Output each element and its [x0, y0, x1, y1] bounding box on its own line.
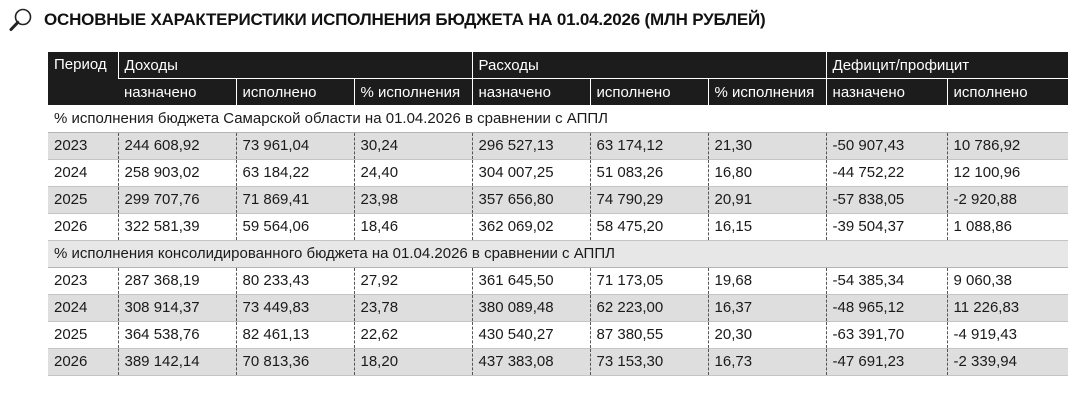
cell-income-planned: 389 142,14	[118, 348, 236, 375]
cell-income-executed: 82 461,13	[236, 321, 354, 348]
cell-balance-executed: 1 088,86	[947, 213, 1068, 240]
table-row	[48, 294, 1068, 321]
header-expenses-executed: исполнено	[590, 79, 708, 106]
cell-income-percent: 30,24	[354, 132, 472, 159]
cell-period: 2024	[48, 159, 118, 186]
cell-expenses-percent: 21,30	[708, 132, 826, 159]
cell-period: 2023	[48, 132, 118, 159]
cell-expenses-planned: 437 383,08	[472, 348, 590, 375]
cell-expenses-percent: 16,80	[708, 159, 826, 186]
cell-balance-executed: -2 920,88	[947, 186, 1068, 213]
cell-balance-executed: 9 060,38	[947, 267, 1068, 294]
header-expenses: Расходы	[472, 52, 826, 79]
table-row	[48, 132, 1068, 159]
cell-expenses-percent: 16,73	[708, 348, 826, 375]
cell-income-percent: 27,92	[354, 267, 472, 294]
header-income-executed: исполнено	[236, 79, 354, 106]
cell-expenses-executed: 62 223,00	[590, 294, 708, 321]
page-header	[8, 8, 765, 32]
cell-period: 2023	[48, 267, 118, 294]
cell-balance-executed: -4 919,43	[947, 321, 1068, 348]
table-row	[48, 213, 1068, 240]
cell-balance-planned: -39 504,37	[826, 213, 947, 240]
cell-period: 2025	[48, 186, 118, 213]
table-row	[48, 348, 1068, 375]
cell-income-planned: 322 581,39	[118, 213, 236, 240]
cell-income-planned: 287 368,19	[118, 267, 236, 294]
section-header	[48, 240, 1068, 267]
cell-income-planned: 308 914,37	[118, 294, 236, 321]
cell-period: 2025	[48, 321, 118, 348]
cell-expenses-percent: 19,68	[708, 267, 826, 294]
cell-balance-executed: 10 786,92	[947, 132, 1068, 159]
cell-expenses-executed: 51 083,26	[590, 159, 708, 186]
cell-expenses-executed: 74 790,29	[590, 186, 708, 213]
cell-income-percent: 23,98	[354, 186, 472, 213]
table-row	[48, 321, 1068, 348]
table-row	[48, 186, 1068, 213]
cell-balance-executed: 12 100,96	[947, 159, 1068, 186]
cell-expenses-executed: 71 173,05	[590, 267, 708, 294]
table-row	[48, 159, 1068, 186]
cell-expenses-executed: 58 475,20	[590, 213, 708, 240]
cell-expenses-executed: 87 380,55	[590, 321, 708, 348]
header-period: Период	[48, 52, 118, 105]
cell-period: 2026	[48, 348, 118, 375]
cell-expenses-planned: 430 540,27	[472, 321, 590, 348]
cell-income-percent: 24,40	[354, 159, 472, 186]
header-balance-executed: исполнено	[947, 79, 1068, 106]
header-income-percent: % исполнения	[354, 79, 472, 106]
cell-income-executed: 71 869,41	[236, 186, 354, 213]
cell-income-percent: 18,46	[354, 213, 472, 240]
cell-income-executed: 73 961,04	[236, 132, 354, 159]
header-expenses-planned: назначено	[472, 79, 590, 106]
cell-expenses-planned: 304 007,25	[472, 159, 590, 186]
section-header	[48, 105, 1068, 132]
page-title: ОСНОВНЫЕ ХАРАКТЕРИСТИКИ ИСПОЛНЕНИЯ БЮДЖЕТА НА 01.04.2026 (МЛН РУБЛЕЙ)	[44, 10, 766, 29]
cell-balance-planned: -50 907,43	[826, 132, 947, 159]
budget-table	[48, 52, 1068, 376]
cell-income-planned: 364 538,76	[118, 321, 236, 348]
cell-balance-planned: -57 838,05	[826, 186, 947, 213]
cell-period: 2024	[48, 294, 118, 321]
header-expenses-percent: % исполнения	[708, 79, 826, 106]
table-row	[48, 267, 1068, 294]
cell-income-executed: 70 813,36	[236, 348, 354, 375]
cell-balance-planned: -44 752,22	[826, 159, 947, 186]
magnifier-icon	[8, 7, 34, 33]
cell-balance-executed: 11 226,83	[947, 294, 1068, 321]
cell-period: 2026	[48, 213, 118, 240]
cell-income-executed: 59 564,06	[236, 213, 354, 240]
cell-balance-planned: -63 391,70	[826, 321, 947, 348]
cell-income-executed: 63 184,22	[236, 159, 354, 186]
cell-income-percent: 23,78	[354, 294, 472, 321]
cell-income-planned: 299 707,76	[118, 186, 236, 213]
cell-income-executed: 73 449,83	[236, 294, 354, 321]
cell-expenses-percent: 20,30	[708, 321, 826, 348]
cell-expenses-planned: 296 527,13	[472, 132, 590, 159]
cell-expenses-percent: 16,37	[708, 294, 826, 321]
cell-expenses-planned: 357 656,80	[472, 186, 590, 213]
cell-expenses-executed: 73 153,30	[590, 348, 708, 375]
header-income-planned: назначено	[118, 79, 236, 106]
cell-income-planned: 258 903,02	[118, 159, 236, 186]
header-balance-planned: назначено	[826, 79, 947, 106]
section-title: % исполнения консолидированного бюджета на 01.04.2026 в сравнении с АППЛ	[48, 240, 1068, 267]
header-income: Доходы	[118, 52, 472, 79]
cell-balance-planned: -54 385,34	[826, 267, 947, 294]
header-balance: Дефицит/профицит	[826, 52, 1068, 79]
cell-balance-planned: -48 965,12	[826, 294, 947, 321]
cell-income-percent: 18,20	[354, 348, 472, 375]
cell-balance-planned: -47 691,23	[826, 348, 947, 375]
cell-expenses-executed: 63 174,12	[590, 132, 708, 159]
cell-expenses-percent: 20,91	[708, 186, 826, 213]
cell-income-planned: 244 608,92	[118, 132, 236, 159]
cell-expenses-planned: 361 645,50	[472, 267, 590, 294]
cell-balance-executed: -2 339,94	[947, 348, 1068, 375]
table-body	[48, 105, 1068, 375]
section-title: % исполнения бюджета Самарской области на 01.04.2026 в сравнении с АППЛ	[48, 105, 1068, 132]
cell-expenses-planned: 380 089,48	[472, 294, 590, 321]
cell-expenses-percent: 16,15	[708, 213, 826, 240]
cell-expenses-planned: 362 069,02	[472, 213, 590, 240]
cell-income-executed: 80 233,43	[236, 267, 354, 294]
cell-income-percent: 22,62	[354, 321, 472, 348]
